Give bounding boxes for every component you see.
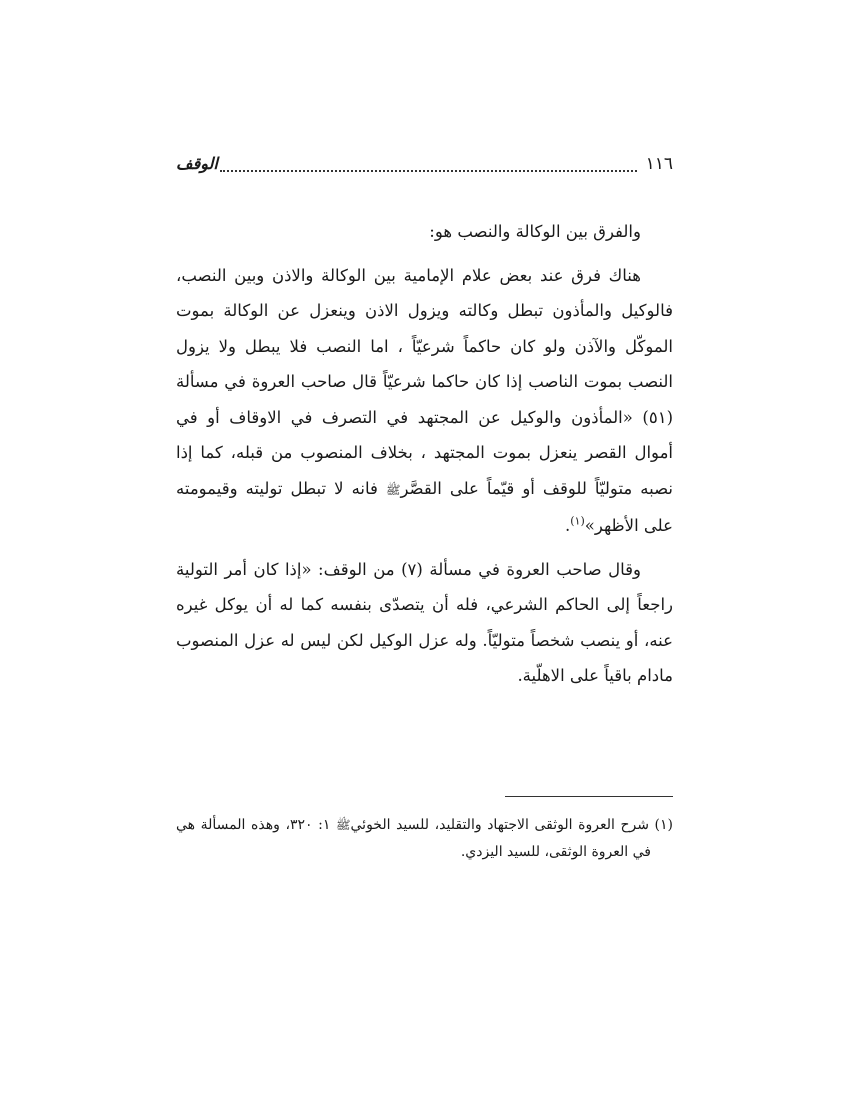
footnotes (176, 812, 673, 866)
paragraph-difference-text: هناك فرق عند بعض علام الإمامية بين الوكالة والاذن وبين النصب، فالوكيل والمأذون تبطل وكالته ويزول الاذن وينعزل عن الوكالة بموت الموكّل والآذن ولو كان حاكماً شرعيّاً ، اما النصب فلا يبطل ولا يزول النصب بموت الناصب إذا كان حاكما شرعيّاً قال صاحب العروة في مسألة (٥١) «المأذون والوكيل عن المجتهد في التصرف في الاوقاف أو في أموال القصر ينعزل بموت المجتهد ، بخلاف المنصوب من قبله، كما إذا نصبه متوليّاً للوقف أو قيّماً على القصَّر (176, 265, 673, 498)
footnote-item (176, 812, 673, 866)
footnote-separator (505, 796, 673, 797)
running-title: الوقف (176, 154, 218, 173)
footnote-reference[interactable]: (١) (570, 514, 585, 528)
page-number: ١١٦ (645, 154, 673, 174)
footnote-honorific-symbol: ﷺ (336, 818, 351, 832)
paragraph-difference-period: . (564, 516, 571, 535)
header-dotted-leader (220, 170, 637, 172)
paragraph-urwa-quote: وقال صاحب العروة في مسألة (٧) من الوقف: «إذا كان أمر التولية راجعاً إلى الحاكم الشرعي، فله أن يتصدّى بنفسه كما له أن يوكل غيره عنه، أو ينصب شخصاً متوليّاً. وله عزل الوكيل لكن ليس له عزل المنصوب مادام باقياً على الاهلّية. (176, 559, 673, 685)
main-text (176, 214, 673, 694)
paragraph-difference-end: فانه لا تبطل توليته وقيمومته على الأظهر» (176, 478, 673, 535)
running-header (176, 150, 673, 184)
footnote-text: (١) شرح العروة الوثقى الاجتهاد والتقليد، للسيد الخوئي (350, 817, 674, 833)
paragraph-difference (176, 258, 673, 544)
paragraph-intro: والفرق بين الوكالة والنصب هو: (429, 222, 641, 241)
footnote-text-end: ١: ٣٢٠، وهذه المسألة هي في العروة الوثقى، للسيد اليزدي. (176, 817, 651, 860)
honorific-symbol: ﷺ (385, 482, 401, 497)
